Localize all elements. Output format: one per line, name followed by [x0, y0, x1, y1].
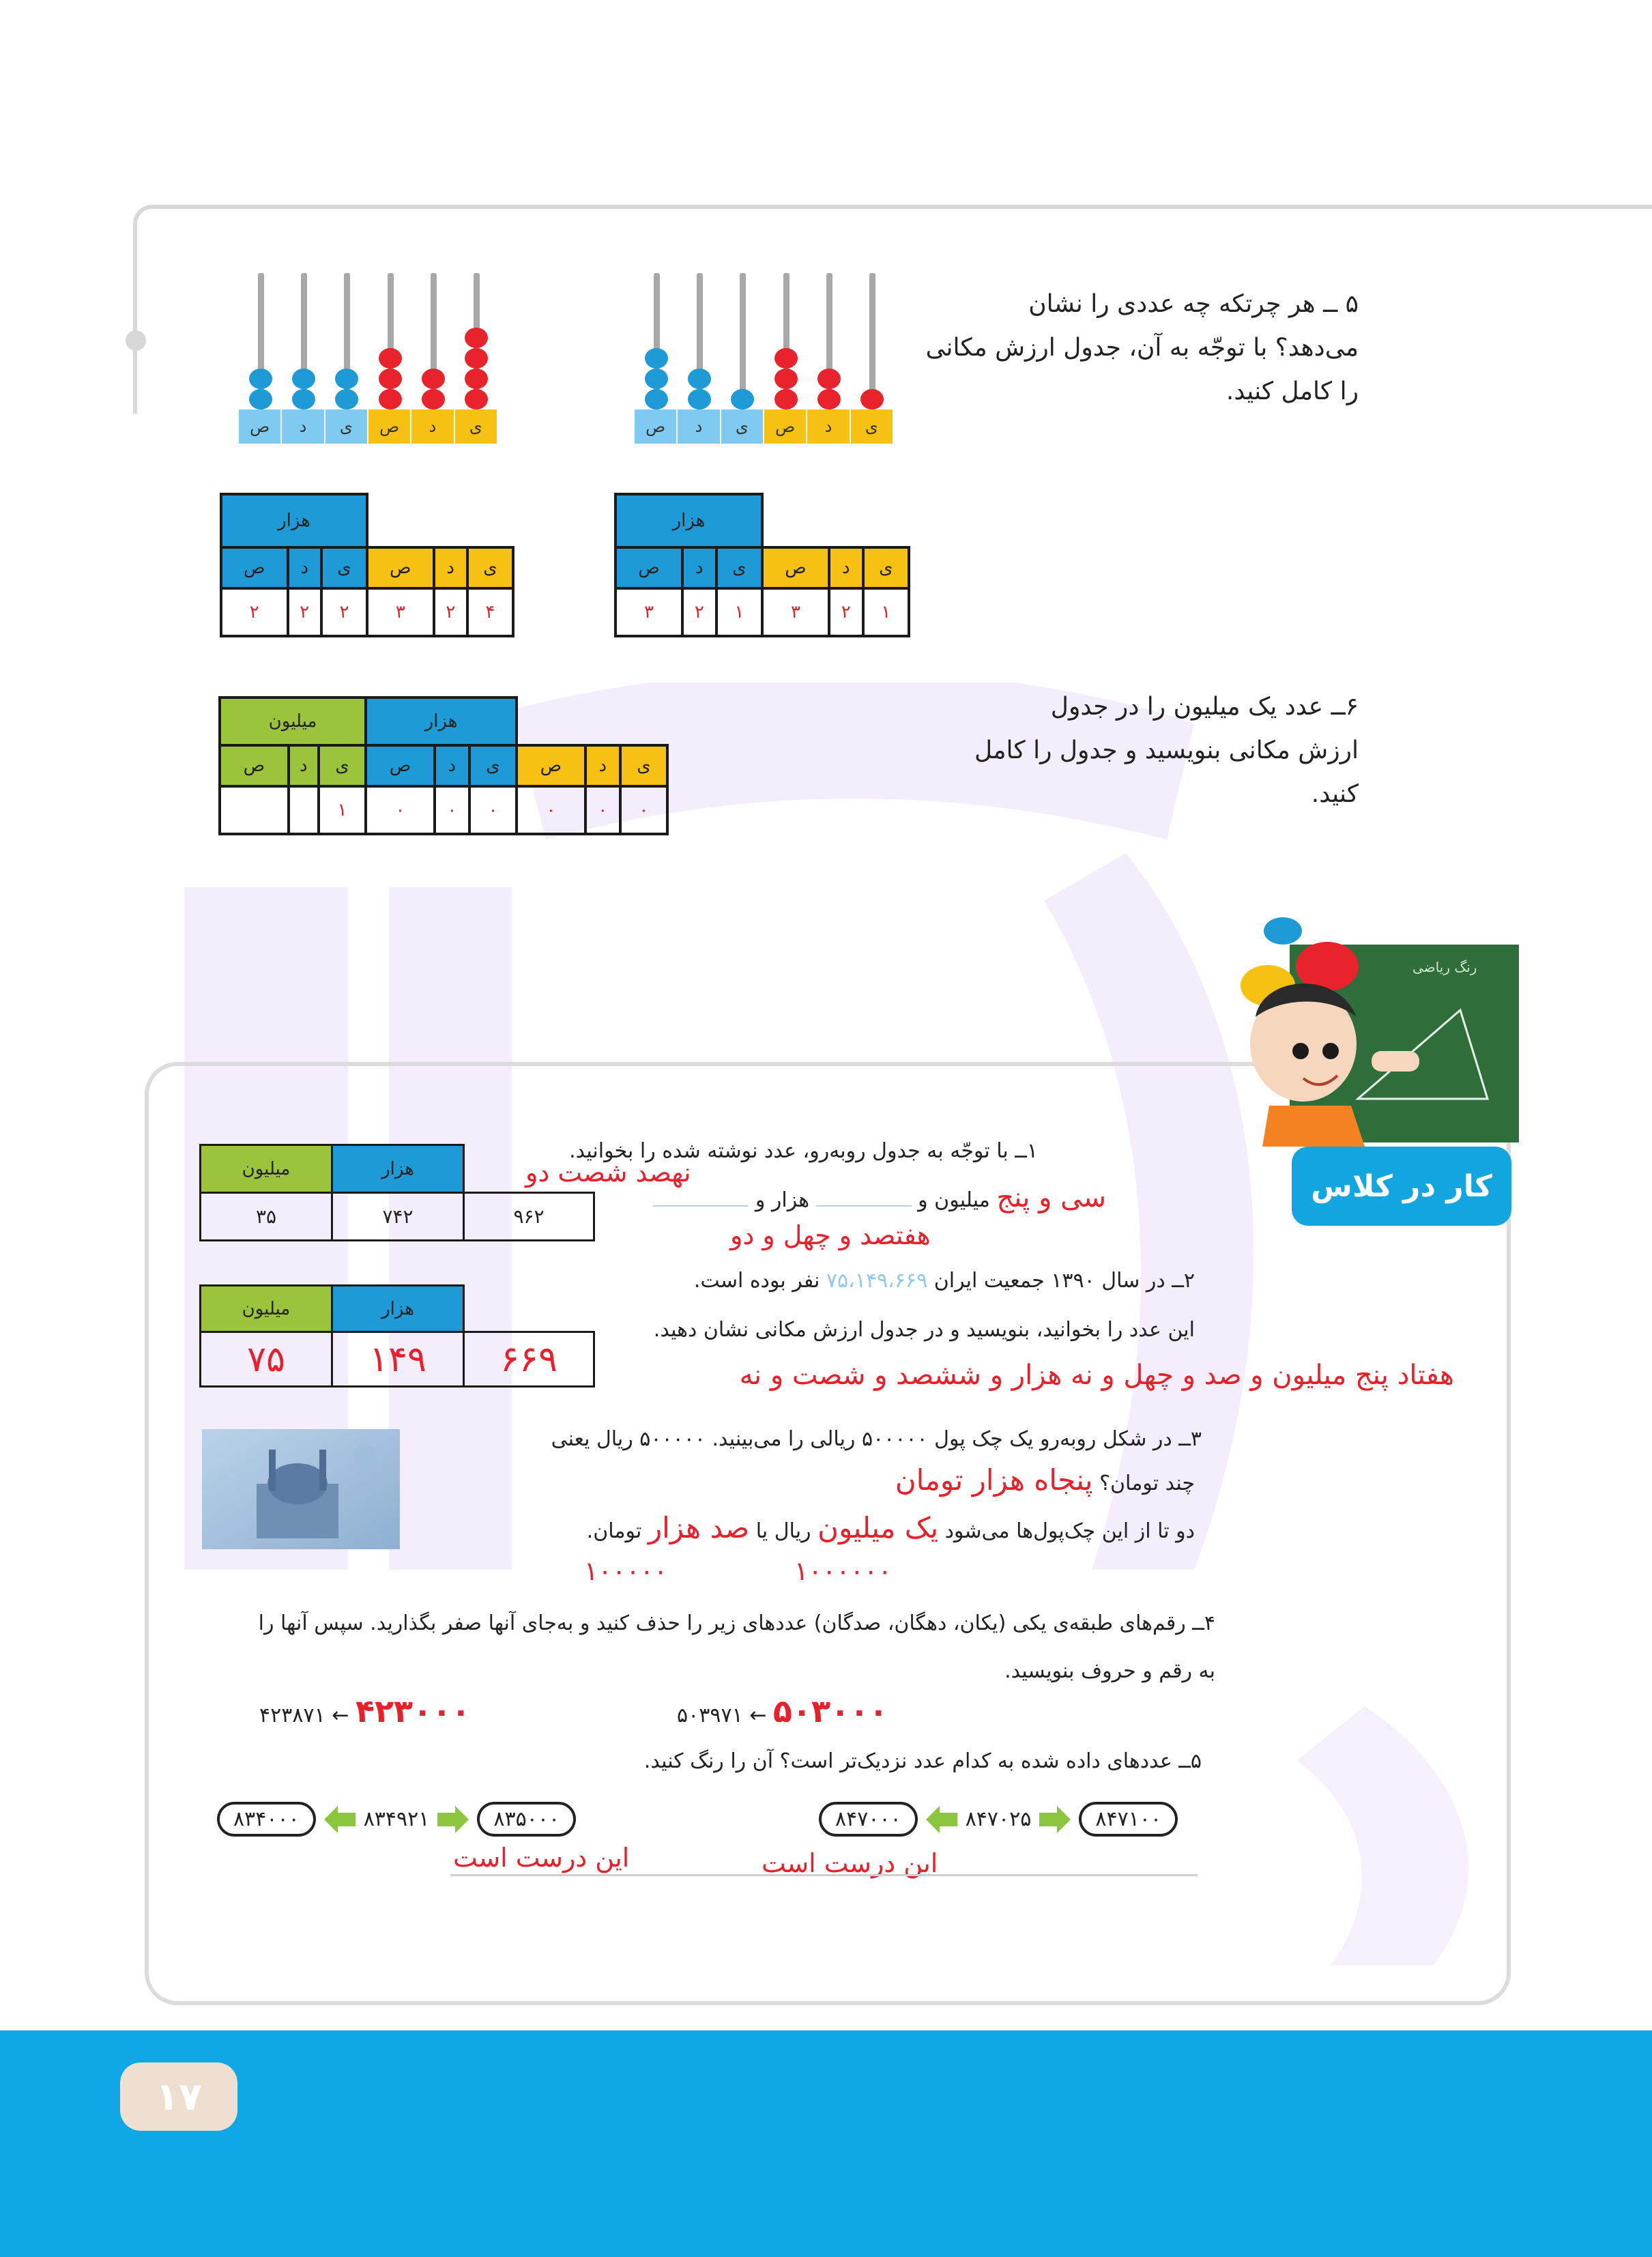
- c3-line3-a: دو تا از این چک‌پول‌ها می‌شود: [944, 1519, 1195, 1543]
- c1-thousands-label: هزار و: [755, 1188, 810, 1212]
- abacus-bead: [422, 389, 445, 409]
- c2-table: [199, 1284, 595, 1388]
- arrow-left-icon: [926, 1806, 957, 1833]
- table_million-digit-5: ۰: [469, 786, 517, 834]
- c5-g1-given: ۸۳۴۹۲۱: [363, 1807, 430, 1831]
- c5-group-2: [819, 1802, 1178, 1837]
- abacus-label: ص: [764, 409, 807, 444]
- table_right-header-1: د: [682, 547, 716, 588]
- abacus-bead: [688, 389, 711, 409]
- question-5-line1: ۵ ــ هر چرتکه چه عددی را نشان: [1028, 290, 1359, 318]
- frame-dot: [126, 330, 146, 351]
- table_right-digit-1: ۲: [682, 588, 716, 636]
- c4-item-a: [259, 1693, 470, 1729]
- c5-line: ۵ــ عددهای داده شده به کدام عدد نزدیک‌تر است؟ آن را رنگ کنید.: [643, 1749, 1202, 1773]
- abacus-bead: [860, 389, 884, 409]
- table_left-header-2: ی: [321, 547, 367, 588]
- table_right-header-4: د: [829, 547, 863, 588]
- table_right-header-3: ص: [762, 547, 829, 588]
- abacus-bead: [731, 389, 754, 409]
- c4-b-from: ۵۰۳۹۷۱ ←: [677, 1703, 767, 1727]
- abacus-bead: [817, 389, 841, 409]
- c3-ans-toman2: صد هزار: [648, 1511, 750, 1544]
- group-thousand: هزار: [615, 494, 762, 547]
- c3-line2: [512, 1461, 1195, 1504]
- table_million-header-3: ص: [366, 745, 435, 786]
- abacus-bead: [645, 369, 668, 389]
- c3-line3-c: تومان.: [586, 1519, 642, 1543]
- arrow-right-icon: [1039, 1806, 1071, 1833]
- abacus-bead: [292, 389, 315, 409]
- table_right-digit-4: ۲: [829, 588, 863, 636]
- table_right-header-2: ی: [716, 547, 762, 588]
- table_million-header-8: ی: [620, 745, 667, 786]
- abacus-label: ی: [851, 409, 894, 444]
- table_left-header-1: د: [288, 547, 321, 588]
- place-table-left: [220, 493, 515, 637]
- c2-h-thousand: هزار: [332, 1286, 464, 1332]
- character-illustration: [1235, 915, 1522, 1147]
- c4-item-b: [677, 1693, 888, 1729]
- abacus-bead: [688, 369, 711, 389]
- question-6-line1: ۶ــ عدد یک میلیون را در جدول: [1050, 693, 1359, 721]
- table_million-header-0: ص: [220, 745, 289, 786]
- table_million-header-4: د: [435, 745, 469, 786]
- table_right-header-5: ی: [863, 547, 909, 588]
- question-5-line2: می‌دهد؟ با توجّه به آن، جدول ارزش مکانی: [925, 334, 1359, 362]
- c5-g2-option-a[interactable]: ۸۴۷۰۰۰: [819, 1802, 918, 1837]
- abacus-bead: [465, 348, 488, 369]
- page-footer-band: [0, 2030, 1652, 2257]
- abacus-bead: [774, 389, 798, 409]
- abacus-bead: [292, 369, 315, 389]
- arrow-left-icon: [324, 1806, 356, 1833]
- abacus-bead: [465, 328, 488, 348]
- abacus-label: ص: [368, 409, 411, 444]
- table_left-digit-2: ۲: [321, 588, 367, 636]
- c5-note-1: این درست است: [453, 1843, 630, 1873]
- c2-v-thousand: ۱۴۹: [332, 1332, 464, 1387]
- arrow-right-icon: [437, 1806, 469, 1833]
- c3-line3-b: ریال یا: [755, 1519, 811, 1543]
- abacus-bead: [379, 389, 402, 409]
- c2-line2: این عدد را بخوانید، بنویسید و در جدول ارزش مکانی نشان دهید.: [653, 1318, 1195, 1342]
- c3-num2: ۱۰۰۰۰۰۰: [794, 1556, 892, 1586]
- table_million-header-2: ی: [319, 745, 366, 786]
- abacus-bead: [817, 369, 841, 389]
- question-6-text: [922, 685, 1359, 816]
- c4-line1: ۴ــ رقم‌های طبقه‌ی یکی (یکان، دهگان، صدگان) عددهای زیر را حذف کنید و به‌جای آنها صفر بگذارید. سپس آنها را: [258, 1611, 1215, 1635]
- c4-line2: به رقم و حروف بنویسید.: [1004, 1659, 1215, 1683]
- table_left-header-3: ص: [367, 547, 434, 588]
- abacus-bead: [465, 369, 488, 389]
- table_million-digit-8: ۰: [620, 786, 667, 834]
- abacus-bead: [774, 369, 798, 389]
- abacus-bead: [645, 389, 668, 409]
- table_million-digit-6: ۰: [517, 786, 585, 834]
- table_million-digit-2: ۱: [319, 786, 366, 834]
- abacus-label: د: [282, 409, 325, 444]
- class-work-badge: کار در کلاس: [1292, 1147, 1511, 1226]
- abacus-bead: [249, 389, 272, 409]
- c1-question: ۱ــ با توجّه به جدول روبه‌رو، عدد نوشته شده را بخوانید.: [569, 1139, 1038, 1163]
- table_million-digit-3: ۰: [366, 786, 435, 834]
- c3-ans-rial: یک میلیون: [817, 1511, 939, 1544]
- question-5-text: [922, 283, 1359, 414]
- table_left-digit-0: ۲: [221, 588, 288, 636]
- abacus-bead: [379, 348, 402, 369]
- c1-table: [199, 1144, 595, 1241]
- abacus-label: د: [678, 409, 721, 444]
- place-table-right: [614, 493, 910, 637]
- abacus-bead: [422, 369, 445, 389]
- table_million-digit-4: ۰: [435, 786, 469, 834]
- c3-line1: ۳ــ در شکل روبه‌رو یک چک پول ۵۰۰۰۰۰ ریالی را می‌بینید. ۵۰۰۰۰۰ ریال یعنی: [551, 1427, 1202, 1451]
- abacus-label: ص: [635, 409, 678, 444]
- table_left-digit-3: ۳: [367, 588, 434, 636]
- boy-chalkboard-icon: [1235, 915, 1522, 1147]
- c1-ans-thousands: هفتصد و چهل و دو: [730, 1220, 931, 1250]
- c2-line1-a: ۲ــ در سال ۱۳۹۰ جمعیت ایران: [933, 1269, 1195, 1293]
- c3-how-many-toman: چند تومان؟: [1099, 1471, 1195, 1495]
- c4-a-to: ۴۲۳۰۰۰: [355, 1693, 471, 1729]
- c2-answer: هفتاد پنج میلیون و صد و چهل و نه هزار و ششصد و شصت و نه: [739, 1360, 1454, 1391]
- abacus-bead: [335, 369, 358, 389]
- abacus-right: [635, 273, 894, 444]
- table_left-digit-5: ۴: [467, 588, 513, 636]
- table_left-digit-1: ۲: [288, 588, 321, 636]
- table_million-header-5: ی: [469, 745, 517, 786]
- c2-line1-b: نفر بوده است.: [693, 1269, 820, 1293]
- c5-g2-option-b[interactable]: ۸۴۷۱۰۰: [1079, 1802, 1178, 1837]
- c4-a-from: ۴۲۳۸۷۱ ←: [259, 1703, 349, 1727]
- table_right-digit-3: ۳: [762, 588, 829, 636]
- banknote-icon: [202, 1429, 400, 1549]
- abacus-bead: [774, 348, 798, 369]
- abacus-base: [635, 409, 894, 444]
- group-million: میلیون: [220, 698, 366, 745]
- abacus-label: ص: [239, 409, 282, 444]
- table_left-header-5: ی: [467, 547, 513, 588]
- table_million-header-1: د: [289, 745, 319, 786]
- abacus-label: ی: [721, 409, 764, 444]
- table_right-header-0: ص: [615, 547, 682, 588]
- group-thousand: هزار: [221, 494, 367, 547]
- c1-v-thousand: ۷۴۲: [332, 1193, 464, 1241]
- abacus-bead: [335, 389, 358, 409]
- c1-h-thousand: هزار: [332, 1145, 464, 1193]
- abacus-bead: [465, 389, 488, 409]
- group-thousand: هزار: [366, 698, 517, 745]
- c5-underline: [450, 1874, 1198, 1876]
- c1-v-units: ۹۶۲: [464, 1193, 594, 1241]
- c3-num1: ۱۰۰۰۰۰: [584, 1556, 668, 1586]
- c5-g1-option-a[interactable]: ۸۳۴۰۰۰: [217, 1802, 316, 1837]
- table_right-digit-5: ۱: [863, 588, 909, 636]
- table_right-digit-0: ۳: [615, 588, 682, 636]
- abacus-bead: [645, 348, 668, 369]
- c2-h-million: میلیون: [201, 1286, 332, 1332]
- c5-g2-given: ۸۴۷۰۲۵: [965, 1807, 1032, 1831]
- table_million-header-7: د: [585, 745, 620, 786]
- abacus-base: [239, 409, 498, 444]
- c2-v-million: ۷۵: [201, 1332, 332, 1387]
- table_million-header-6: ص: [517, 745, 585, 786]
- question-5-line3: را کامل کنید.: [1226, 377, 1359, 405]
- c1-millions-label: میلیون و: [918, 1188, 990, 1212]
- abacus-label: ی: [325, 409, 368, 444]
- board-text: رنگ ریاضی: [1412, 959, 1477, 975]
- c3-ans-toman: پنجاه هزار تومان: [895, 1463, 1093, 1497]
- c3-line3: [376, 1508, 1195, 1551]
- abacus-label: ی: [455, 409, 498, 444]
- table_left-header-4: د: [434, 547, 467, 588]
- place-table-million: [218, 696, 669, 835]
- c1-h-million: میلیون: [201, 1145, 332, 1193]
- table_million-digit-1: [289, 786, 319, 834]
- abacus-bead: [379, 369, 402, 389]
- table_left-digit-4: ۲: [434, 588, 467, 636]
- c5-note-2: این درست است: [762, 1848, 938, 1878]
- c1-ans-millions: سی و پنج: [996, 1182, 1106, 1213]
- c1-ans-units: نهصد شصت دو: [525, 1158, 691, 1188]
- abacus-label: د: [807, 409, 850, 444]
- c2-v-units: ۶۶۹: [464, 1332, 594, 1387]
- abacus-label: د: [411, 409, 454, 444]
- abacus-bead: [249, 369, 272, 389]
- table_right-digit-2: ۱: [716, 588, 762, 636]
- c2-population-number: ۷۵،۱۴۹،۶۶۹: [826, 1269, 928, 1293]
- c4-b-to: ۵۰۳۰۰۰: [772, 1693, 888, 1729]
- banknote-image: [202, 1429, 400, 1549]
- abacus-left: [239, 273, 498, 444]
- table_left-header-0: ص: [221, 547, 288, 588]
- c5-group-1: [217, 1802, 576, 1837]
- c1-v-million: ۳۵: [201, 1193, 332, 1241]
- page-number: ۱۷: [120, 2062, 237, 2131]
- table_million-digit-0: [220, 786, 289, 834]
- c5-g1-option-b[interactable]: ۸۳۵۰۰۰: [477, 1802, 576, 1837]
- table_million-digit-7: ۰: [585, 786, 620, 834]
- question-6-line2: ارزش مکانی بنویسید و جدول را کامل کنید.: [974, 736, 1359, 808]
